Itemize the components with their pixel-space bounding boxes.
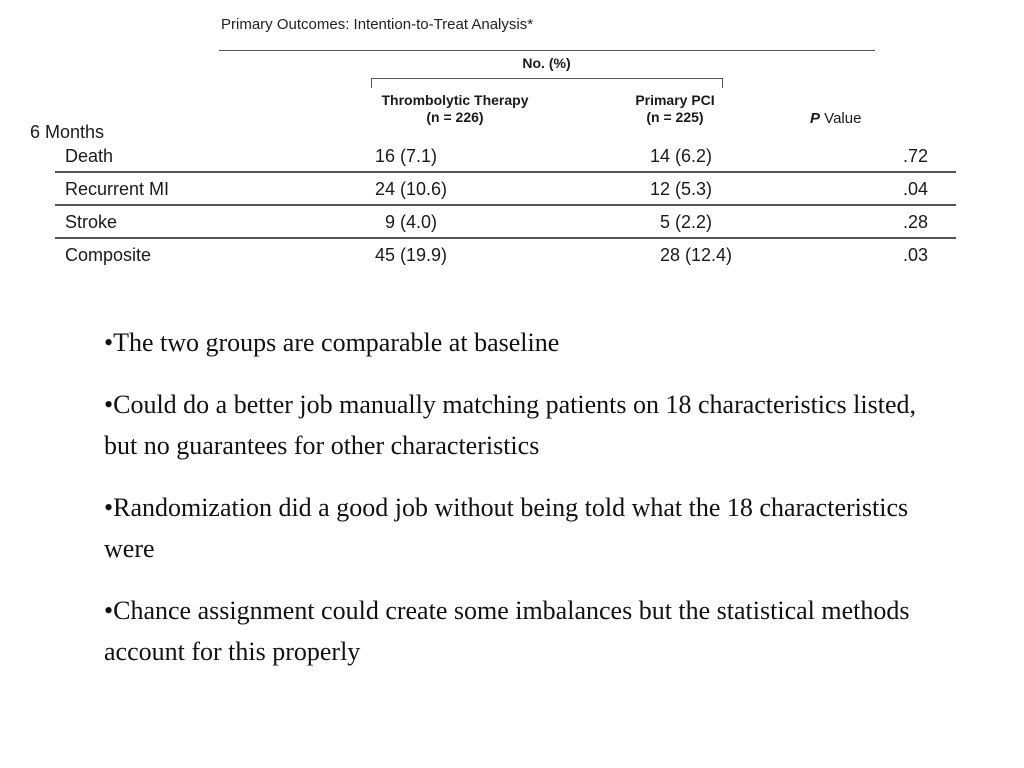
cell-p-value: .28 [903, 212, 929, 232]
bullet-item: •The two groups are comparable at baseline [104, 328, 560, 357]
table-row [0, 239, 1024, 271]
row-label: Stroke [65, 212, 118, 232]
cell-pci: 12 (5.3) [650, 179, 713, 199]
col-pci-name: Primary PCI [635, 92, 715, 108]
group-header: No. (%) [522, 55, 571, 71]
cell-thrombolytic: 9 (4.0) [385, 212, 438, 232]
title-rule [219, 50, 875, 51]
cell-p-value: .72 [903, 146, 929, 166]
bullet-item: •Could do a better job manually matching patients on 18 characteristics listed, but no guarantees for other characteristics [104, 390, 917, 460]
p-rest: Value [820, 110, 862, 127]
cell-thrombolytic: 16 (7.1) [375, 146, 438, 166]
cell-p-value: .03 [903, 245, 929, 265]
cell-p-value: .04 [903, 179, 929, 199]
p-italic: P [810, 110, 821, 127]
cell-thrombolytic: 45 (19.9) [375, 245, 448, 265]
bullet-item: •Chance assignment could create some imbalances but the statistical methods account for this properly [104, 596, 910, 666]
cell-pci: 28 (12.4) [660, 245, 733, 265]
col-header-thrombolytic [365, 92, 545, 126]
row-label: Composite [65, 245, 152, 265]
table-row [0, 173, 1024, 205]
row-label: Recurrent MI [65, 179, 170, 199]
cell-pci: 5 (2.2) [660, 212, 713, 232]
bullet-item: •Randomization did a good job without being told what the 18 characteristics were [104, 493, 909, 563]
row-label: Death [65, 146, 114, 166]
col-thrombolytic-n: (n = 226) [426, 109, 484, 125]
table-row [0, 206, 1024, 238]
group-bracket [371, 78, 723, 88]
col-thrombolytic-name: Thrombolytic Therapy [381, 92, 529, 108]
bullet-list [104, 322, 924, 693]
table-title: Primary Outcomes: Intention-to-Treat Analysis* [221, 16, 534, 33]
col-pci-n: (n = 225) [646, 109, 704, 125]
cell-thrombolytic: 24 (10.6) [375, 179, 448, 199]
col-header-p-value [810, 110, 861, 127]
section-label: 6 Months [30, 122, 105, 142]
table-row [0, 140, 1024, 172]
cell-pci: 14 (6.2) [650, 146, 713, 166]
col-header-pci [610, 92, 740, 126]
